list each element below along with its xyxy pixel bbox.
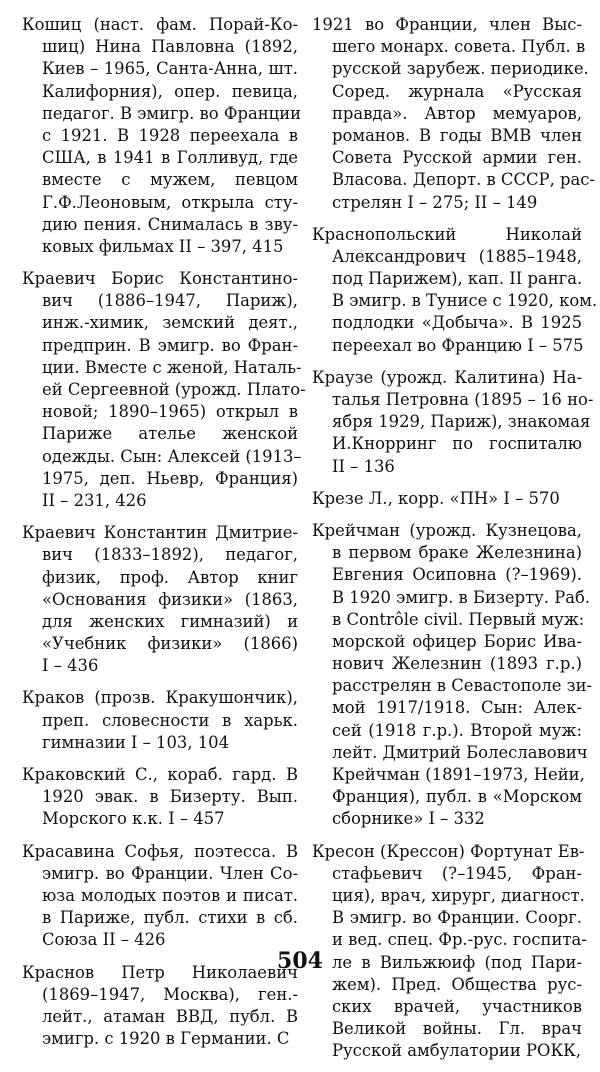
entry-text-line: Евгения Осиповна (?–1969).: [332, 565, 582, 585]
entry-text-line: Морского к.к. I – 457: [42, 809, 225, 829]
entry-text-line: Союза II – 426: [42, 930, 166, 950]
entry-text-line: В эмигр. во Франции. Соорг.: [332, 908, 582, 928]
entry-text-line: жем). Пред. Общества рус-: [332, 974, 582, 994]
entry-text-line: вместе с мужем, певцом: [42, 170, 298, 190]
entry-text-line: физик, проф. Автор книг: [42, 567, 298, 587]
entry-text-line: Калифорния), опер. певица,: [42, 81, 298, 101]
entry-text-line: нович Железнин (1893 г.р.): [332, 654, 582, 674]
entry-headline: Краков (прозв. Кракушончик),: [22, 688, 298, 708]
entry-headline: Крезе Л., корр. «ПН» I – 570: [312, 488, 560, 508]
entry-text-line: ей Сергеевной (урожд. Плато-: [42, 380, 306, 399]
entry-text-line: Совета Русской армии ген.: [332, 148, 582, 168]
dictionary-entry: [312, 520, 593, 831]
page-number: 504: [277, 948, 323, 974]
entry-text-line: русской зарубеж. периодике.: [332, 59, 589, 79]
entry-text-line: сей (1918 г.р.). Второй муж:: [332, 720, 582, 740]
entry-text-line: талья Петровна (1895 – 16 но-: [332, 390, 594, 409]
dictionary-entry: [22, 764, 298, 831]
entry-text-line: юза молодых поэтов и писат.: [42, 885, 298, 905]
dictionary-entry: [312, 224, 598, 357]
entry-text-line: вич (1833–1892), педагог,: [42, 545, 298, 565]
entry-text-line: расстрелян в Севастополе зи-: [332, 676, 593, 696]
entry-text-line: для женских гимназий) и: [42, 611, 298, 631]
entry-text-line: шего монарх. совета. Публ. в: [332, 37, 586, 57]
entry-headline: Краузе (урожд. Калитина) На-: [312, 367, 582, 387]
entry-text-line: Париже ателье женской: [42, 424, 298, 444]
entry-text-line: «Основания физики» (1863,: [42, 589, 298, 609]
entry-text-line: дию пения. Снималась в зву-: [42, 214, 298, 234]
entry-text-line: в первом браке Железнина): [332, 543, 582, 563]
entry-text-line: ции. Вместе с женой, Наталь-: [42, 357, 302, 377]
entry-headline: Красавина Софья, поэтесса. В: [22, 841, 298, 861]
entry-text-line: лейт., атаман ВВД, публ. В: [42, 1006, 298, 1026]
dictionary-entry: [22, 841, 298, 952]
right-column: [312, 14, 598, 1072]
entry-text-line: эмигр. с 1920 в Германии. С: [42, 1029, 290, 1049]
entry-text-line: мой 1917/1918. Сын: Алек-: [332, 698, 582, 718]
entry-text-line: ция), врач, хирург, диагност.: [332, 885, 585, 905]
entry-text-line: Власова. Депорт. в СССР, рас-: [332, 170, 595, 190]
entry-headline: Крейчман (урожд. Кузнецова,: [312, 520, 582, 540]
entry-text-line: Соред. журнала «Русская: [332, 81, 582, 101]
entry-text-line: подлодки «Добыча». В 1925: [332, 313, 582, 333]
entry-text-line: «Учебник физики» (1866): [42, 634, 298, 654]
entry-text-line: II – 231, 426: [42, 490, 147, 510]
entry-headline: 1921 во Франции, член Выс-: [312, 15, 582, 34]
entry-text-line: стафьевич (?–1945, Фран-: [332, 863, 582, 883]
entry-text-line: (1869–1947, Москва), ген.-: [42, 984, 298, 1004]
entry-text-line: Великой войны. Гл. врач: [332, 1019, 582, 1039]
entry-text-line: вич (1886–1947, Париж),: [42, 291, 298, 311]
entry-text-line: Г.Ф.Леоновым, открыла сту-: [42, 192, 298, 212]
entry-text-line: инж.-химик, земский деят.,: [42, 313, 298, 333]
entry-text-line: переехал во Францию I – 575: [332, 335, 584, 355]
entry-text-line: эмигр. во Франции. Член Со-: [42, 863, 298, 883]
entry-headline: Кошиц (наст. фам. Порай-Ко-: [22, 15, 298, 34]
entry-headline: Краковский С., кораб. гард. В: [22, 765, 298, 784]
entry-text-line: В 1920 эмигр. в Бизерту. Раб.: [332, 587, 591, 607]
dictionary-entry: [22, 14, 302, 258]
entry-text-line: ских врачей, участников: [332, 996, 582, 1016]
entry-text-line: ября 1929, Париж), знакомая: [332, 412, 591, 432]
entry-text-line: В эмигр. в Тунисе с 1920, ком.: [332, 291, 598, 311]
entry-text-line: гимназии I – 103, 104: [42, 732, 230, 752]
entry-text-line: в Contrôle civil. Первый муж:: [332, 609, 585, 629]
entry-text-line: Крейчман (1891–1973, Нейи,: [332, 765, 585, 784]
entry-text-line: преп. словесности в харьк.: [42, 710, 298, 730]
entry-headline: Краснопольский Николай: [312, 224, 582, 244]
entry-headline: Краевич Константин Дмитрие-: [22, 523, 298, 543]
entry-text-line: и вед. спец. Фр.-рус. госпита-: [332, 930, 587, 950]
entry-text-line: Александрович (1885–1948,: [332, 246, 582, 266]
entry-text-line: в Париже, публ. стихи в сб.: [42, 908, 298, 928]
entry-text-line: И.Кнорринг по госпиталю: [332, 434, 582, 454]
entry-headline: Кресон (Крессон) Фортунат Ев-: [312, 841, 585, 861]
dictionary-entry: [22, 962, 298, 1051]
entry-text-line: США, в 1941 в Голливуд, где: [42, 148, 298, 168]
entry-text-line: I – 436: [42, 656, 99, 676]
dictionary-entry: [22, 522, 298, 677]
entry-text-line: Франция), публ. в «Морском: [332, 787, 582, 807]
entry-text-line: сборнике» I – 332: [332, 809, 485, 829]
entry-text-line: ковых фильмах II – 397, 415: [42, 236, 284, 256]
entry-text-line: II – 136: [332, 456, 395, 476]
entry-text-line: 1975, деп. Ньевр, Франция): [42, 468, 298, 488]
entry-text-line: предприн. В эмигр. во Фран-: [42, 335, 298, 355]
dictionary-entry: [312, 488, 582, 510]
entry-text-line: Киев – 1965, Санта-Анна, шт.: [42, 59, 298, 79]
entry-text-line: стрелян I – 275; II – 149: [332, 192, 538, 212]
entry-text-line: правда». Автор мемуаров,: [332, 103, 582, 123]
dictionary-entry: [22, 687, 298, 754]
entry-text-line: ле в Вильжюиф (под Пари-: [332, 952, 582, 972]
entry-text-line: лейт. Дмитрий Болеславович: [332, 742, 588, 762]
entry-text-line: педагог. В эмигр. во Франции: [42, 103, 302, 123]
dictionary-entry: [22, 268, 306, 512]
dictionary-entry: [312, 367, 594, 478]
entry-headline: Краснов Петр Николаевич: [22, 962, 298, 982]
dictionary-entry: [312, 14, 595, 214]
entry-headline: Краевич Борис Константино-: [22, 269, 298, 289]
entry-text-line: одежды. Сын: Алексей (1913–: [42, 446, 302, 466]
entry-text-line: с 1921. В 1928 переехала в: [42, 125, 298, 145]
entry-text-line: шиц) Нина Павловна (1892,: [42, 37, 298, 57]
entry-text-line: морской офицер Борис Ивa-: [332, 631, 582, 651]
entry-text-line: под Парижем), кап. II ранга.: [332, 269, 583, 289]
entry-text-line: 1920 эвак. в Бизерту. Вып.: [42, 787, 298, 807]
entry-text-line: Русской амбулатории РОКК,: [332, 1041, 582, 1061]
entry-text-line: романов. В годы ВМВ член: [332, 125, 582, 145]
entry-text-line: новой; 1890–1965) открыл в: [42, 402, 298, 422]
